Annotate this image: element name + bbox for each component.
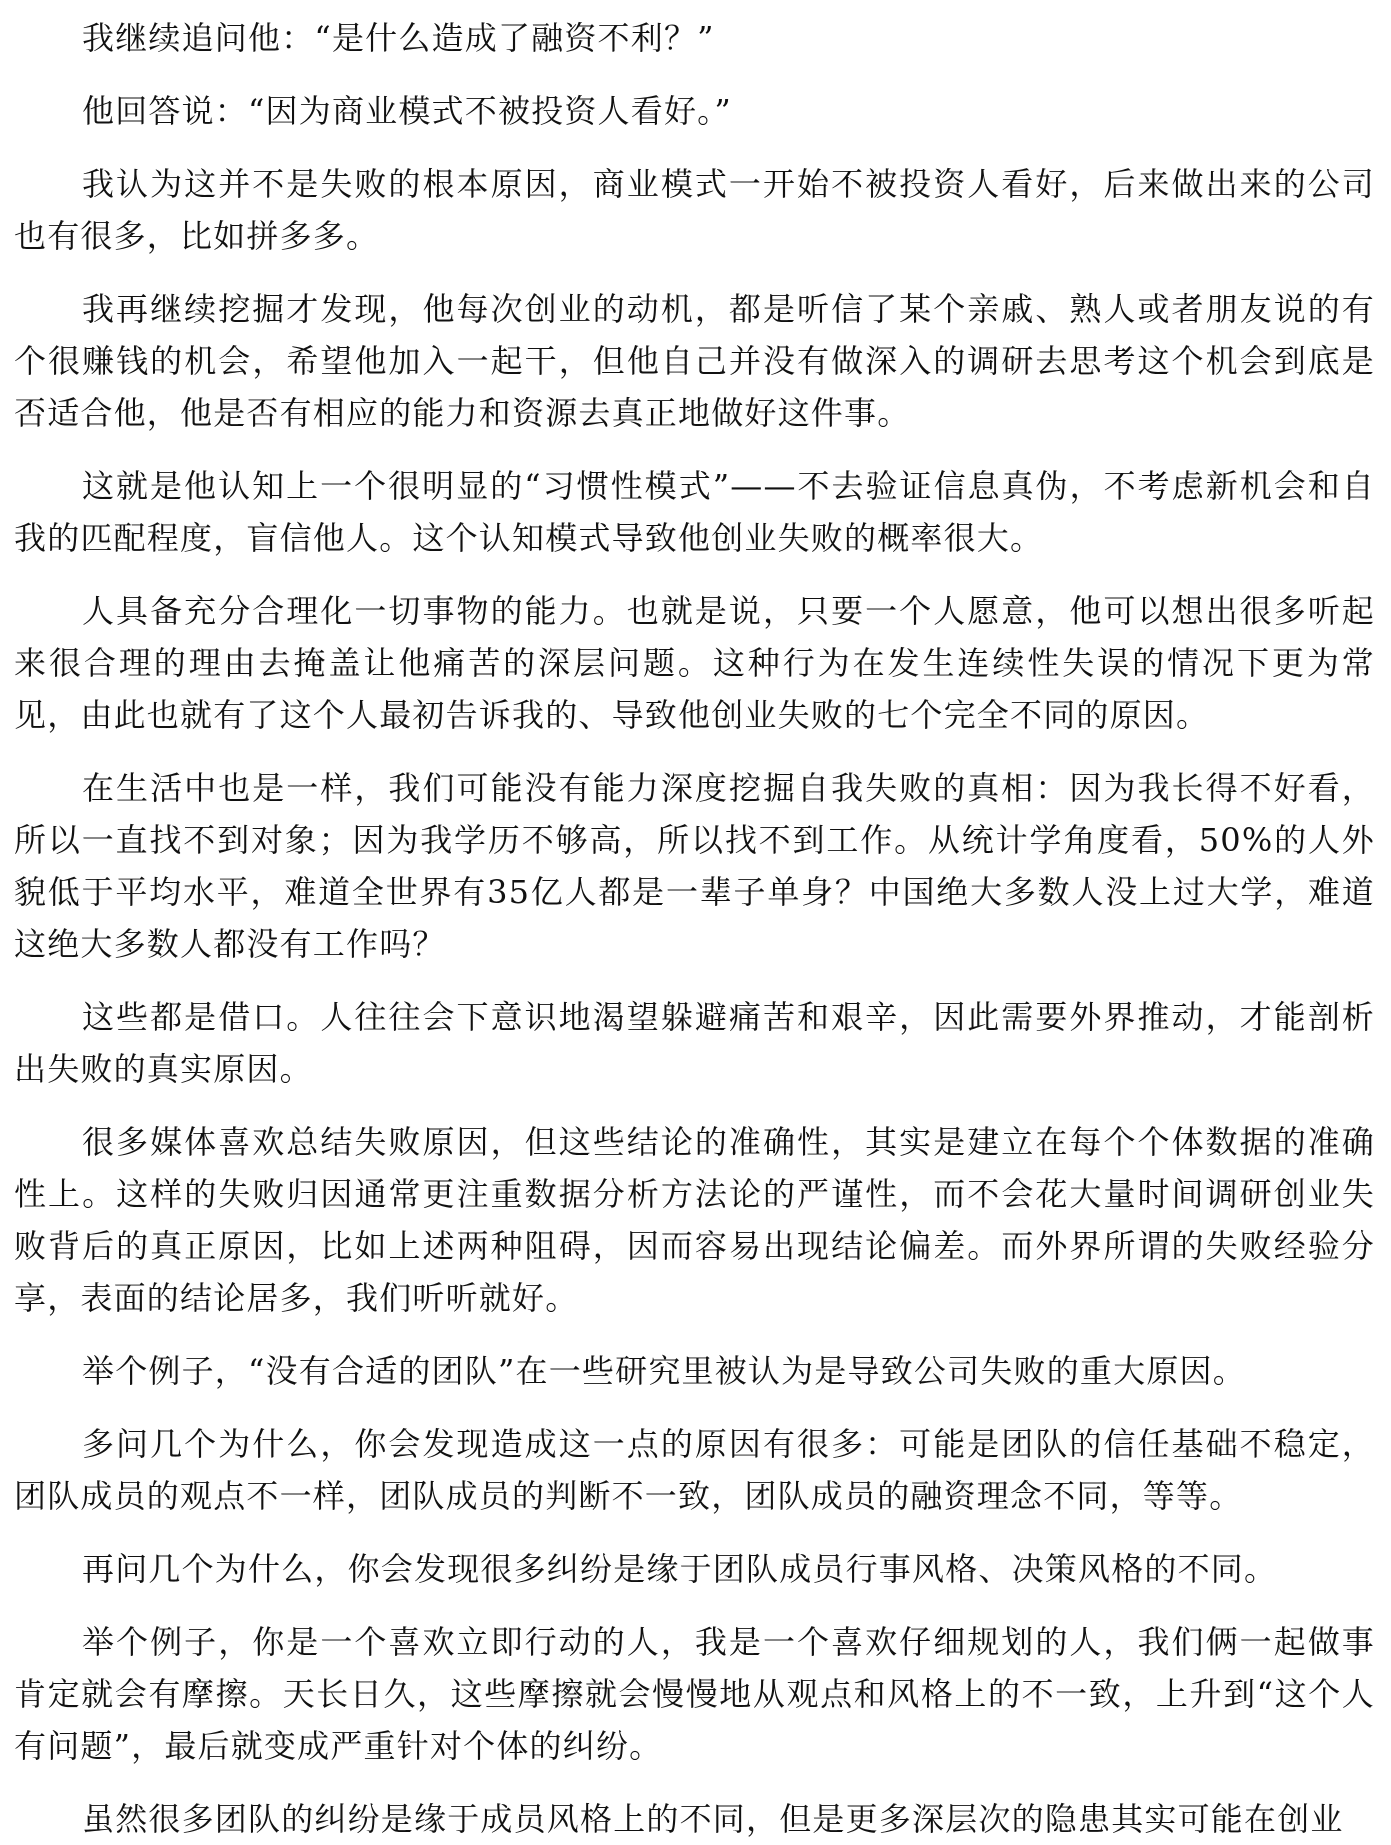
paragraph-14: 虽然很多团队的纠纷是缘于成员风格上的不同，但是更多深层次的隐患其实可能在创业: [82, 1800, 1344, 1838]
paragraph-10: 举个例子，“没有合适的团队”在一些研究里被认为是导致公司失败的重大原因。: [82, 1352, 1246, 1390]
paragraph-6: 人具备充分合理化一切事物的能力。也就是说，只要一个人愿意，他可以想出很多听起来很合理的理由去掩盖让他痛苦的深层问题。这种行为在发生连续性失误的情况下更为常见，由此也就有了这个人最初告诉我的、导致他创业失败的七个完全不同的原因。: [14, 592, 1375, 734]
paragraph-4: 我再继续挖掘才发现，他每次创业的动机，都是听信了某个亲戚、熟人或者朋友说的有个很赚钱的机会，希望他加入一起干，但他自己并没有做深入的调研去思考这个机会到底是否适合他，他是否有相应的能力和资源去真正地做好这件事。: [14, 290, 1375, 432]
paragraph-11: 多问几个为什么，你会发现造成这一点的原因有很多：可能是团队的信任基础不稳定，团队成员的观点不一样，团队成员的判断不一致，团队成员的融资理念不同，等等。: [14, 1425, 1375, 1515]
paragraph-8: 这些都是借口。人往往会下意识地渴望躲避痛苦和艰辛，因此需要外界推动，才能剖析出失败的真实原因。: [14, 998, 1375, 1088]
paragraph-3: 我认为这并不是失败的根本原因，商业模式一开始不被投资人看好，后来做出来的公司也有很多，比如拼多多。: [14, 165, 1375, 255]
paragraph-5: 这就是他认知上一个很明显的“习惯性模式”——不去验证信息真伪，不考虑新机会和自我的匹配程度，盲信他人。这个认知模式导致他创业失败的概率很大。: [14, 467, 1375, 557]
paragraph-7: 在生活中也是一样，我们可能没有能力深度挖掘自我失败的真相：因为我长得不好看，所以一直找不到对象；因为我学历不够高，所以找不到工作。从统计学角度看，50%的人外貌低于平均水平，难道全世界有35亿人都是一辈子单身？中国绝大多数人没上过大学，难道这绝大多数人都没有工作吗？: [14, 769, 1375, 963]
paragraph-12: 再问几个为什么，你会发现很多纠纷是缘于团队成员行事风格、决策风格的不同。: [82, 1550, 1278, 1588]
paragraph-1: 我继续追问他：“是什么造成了融资不利？”: [82, 19, 715, 57]
paragraph-2: 他回答说：“因为商业模式不被投资人看好。”: [82, 92, 732, 130]
paragraph-13: 举个例子，你是一个喜欢立即行动的人，我是一个喜欢仔细规划的人，我们俩一起做事肯定就会有摩擦。天长日久，这些摩擦就会慢慢地从观点和风格上的不一致，上升到“这个人有问题”，最后就变成严重针对个体的纠纷。: [14, 1623, 1375, 1765]
paragraph-9: 很多媒体喜欢总结失败原因，但这些结论的准确性，其实是建立在每个个体数据的准确性上。这样的失败归因通常更注重数据分析方法论的严谨性，而不会花大量时间调研创业失败背后的真正原因，比如上述两种阻碍，因而容易出现结论偏差。而外界所谓的失败经验分享，表面的结论居多，我们听听就好。: [14, 1123, 1375, 1317]
